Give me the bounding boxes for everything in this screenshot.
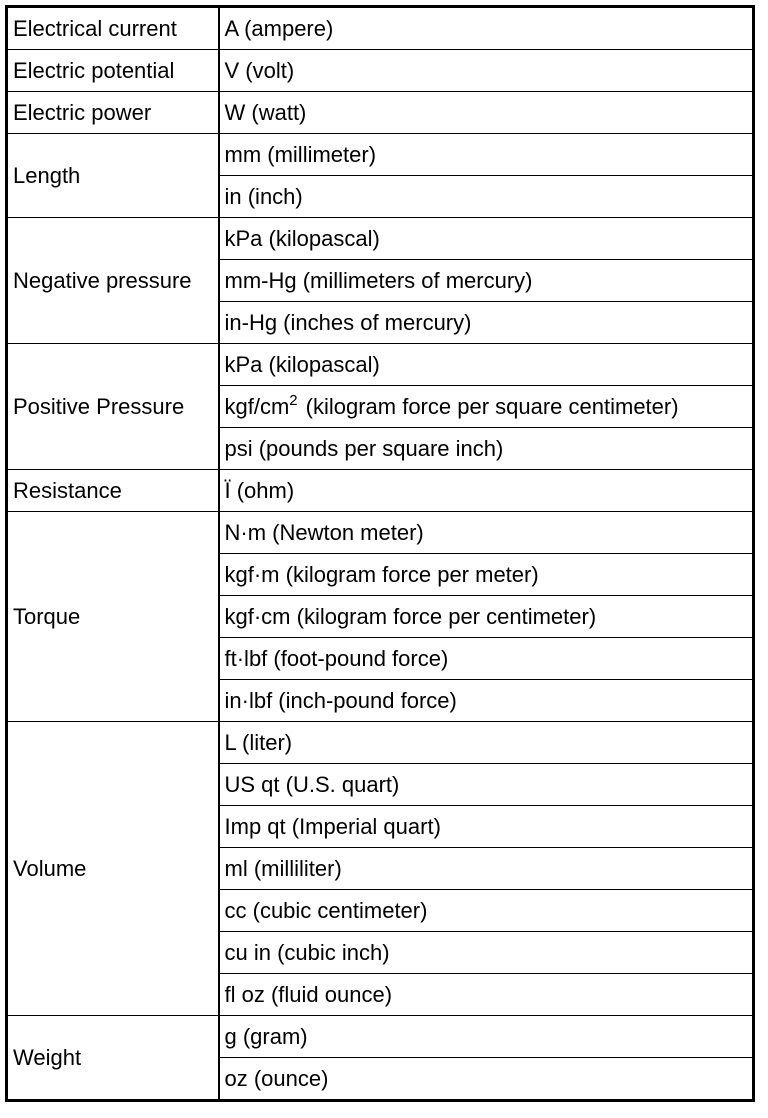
unit-cell: W (watt) — [219, 92, 754, 134]
table-row — [7, 92, 754, 134]
unit-cell: mm (millimeter) — [219, 134, 754, 176]
quantity-cell-positive-pressure: Positive Pressure — [7, 344, 219, 470]
unit-description: (kilogram force per square centimeter) — [305, 393, 679, 419]
table-row — [7, 1016, 754, 1058]
unit-cell: ml (milliliter) — [219, 848, 754, 890]
unit-cell: A (ampere) — [219, 7, 754, 50]
unit-cell: cc (cubic centimeter) — [219, 890, 754, 932]
unit-cell: in (inch) — [219, 176, 754, 218]
quantity-cell-negative-pressure: Negative pressure — [7, 218, 219, 344]
quantity-cell-weight: Weight — [7, 1016, 219, 1101]
table-row — [7, 134, 754, 176]
unit-cell: fl oz (fluid ounce) — [219, 974, 754, 1016]
unit-cell: kgf·m (kilogram force per meter) — [219, 554, 754, 596]
unit-cell: kgf·cm (kilogram force per centimeter) — [219, 596, 754, 638]
unit-cell: ft·lbf (foot-pound force) — [219, 638, 754, 680]
table-row — [7, 470, 754, 512]
unit-cell: US qt (U.S. quart) — [219, 764, 754, 806]
unit-cell: oz (ounce) — [219, 1058, 754, 1101]
unit-cell: psi (pounds per square inch) — [219, 428, 754, 470]
quantity-cell-volume: Volume — [7, 722, 219, 1016]
unit-cell: V (volt) — [219, 50, 754, 92]
quantity-cell-electric-power: Electric power — [7, 92, 219, 134]
unit-symbol: kgf/cm — [224, 393, 290, 419]
unit-cell: in·lbf (inch-pound force) — [219, 680, 754, 722]
unit-cell — [219, 386, 754, 428]
units-table — [5, 5, 755, 1102]
table-row — [7, 722, 754, 764]
unit-cell: kPa (kilopascal) — [219, 344, 754, 386]
units-table-body — [7, 7, 754, 1101]
unit-exponent: 2 — [289, 391, 298, 409]
table-row — [7, 512, 754, 554]
table-row — [7, 344, 754, 386]
quantity-cell-resistance: Resistance — [7, 470, 219, 512]
unit-cell: L (liter) — [219, 722, 754, 764]
unit-cell: Imp qt (Imperial quart) — [219, 806, 754, 848]
quantity-cell-electric-potential: Electric potential — [7, 50, 219, 92]
table-row — [7, 218, 754, 260]
unit-cell: mm-Hg (millimeters of mercury) — [219, 260, 754, 302]
quantity-cell-length: Length — [7, 134, 219, 218]
table-row — [7, 50, 754, 92]
unit-cell: kPa (kilopascal) — [219, 218, 754, 260]
unit-cell: Ï (ohm) — [219, 470, 754, 512]
unit-cell: N·m (Newton meter) — [219, 512, 754, 554]
quantity-cell-electrical-current: Electrical current — [7, 7, 219, 50]
quantity-cell-torque: Torque — [7, 512, 219, 722]
unit-cell: g (gram) — [219, 1016, 754, 1058]
unit-cell: cu in (cubic inch) — [219, 932, 754, 974]
unit-cell: in-Hg (inches of mercury) — [219, 302, 754, 344]
table-row — [7, 7, 754, 50]
